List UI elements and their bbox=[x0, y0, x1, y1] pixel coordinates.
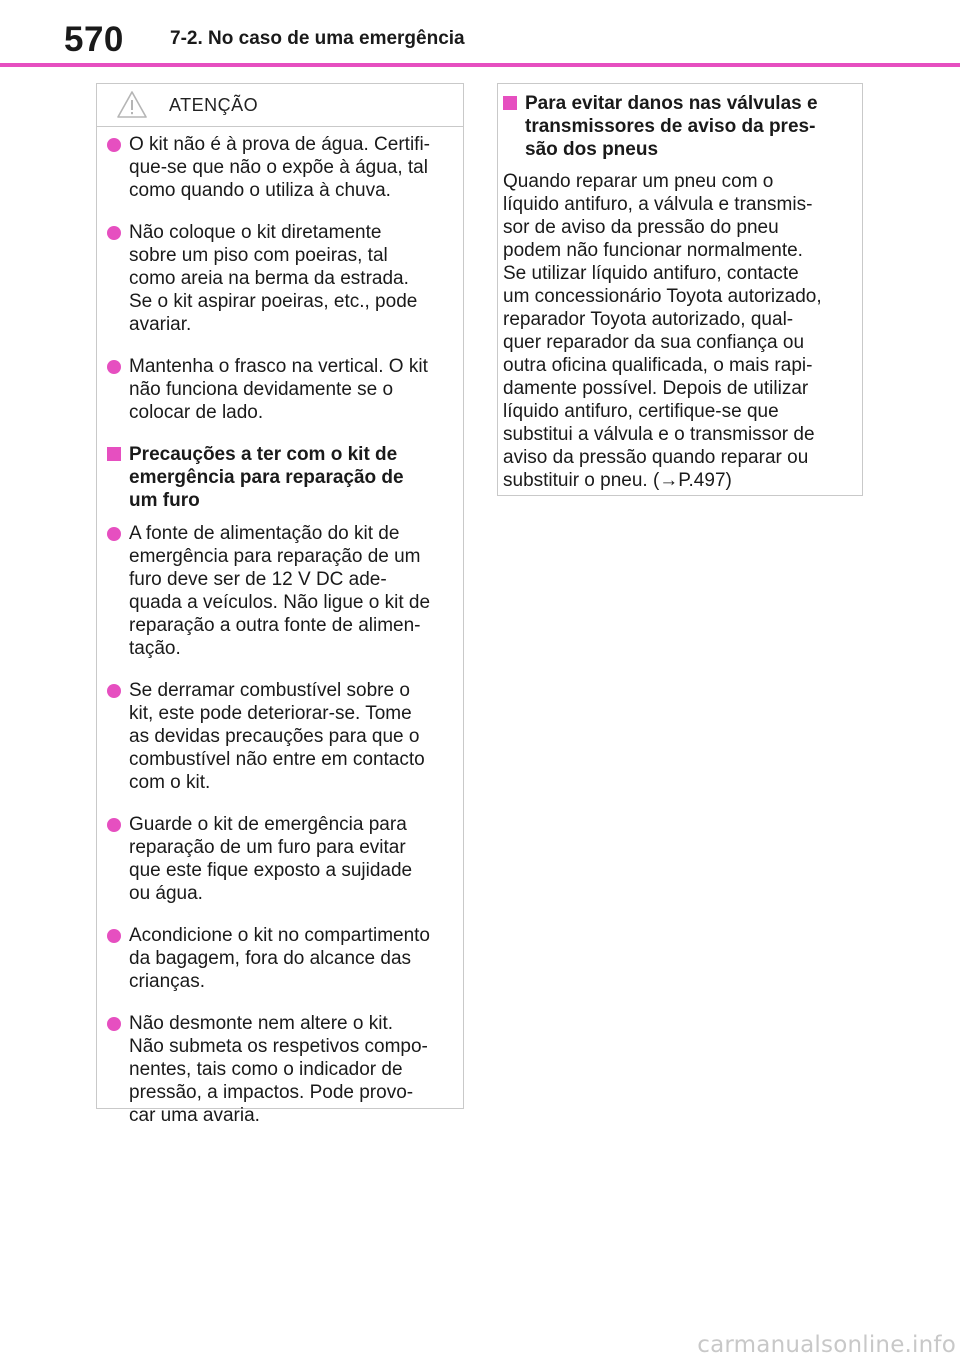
header-divider bbox=[0, 63, 960, 67]
info-content bbox=[498, 84, 862, 492]
bullet-dot-icon bbox=[107, 138, 121, 152]
bullet-dot-icon bbox=[107, 360, 121, 374]
list-item-text: Se derramar combustível sobre o kit, este pode deteriorar-se. Tome as devidas precauções para que o combustível não entre em contacto com o kit. bbox=[129, 680, 425, 793]
bullet-dot-icon bbox=[107, 226, 121, 240]
info-heading bbox=[503, 92, 848, 161]
warning-title: ATENÇÃO bbox=[169, 95, 259, 115]
square-bullet-icon bbox=[503, 96, 517, 110]
list-item-text: Mantenha o frasco na vertical. O kit não funciona devidamente se o colocar de lado. bbox=[129, 356, 428, 423]
bullet-dot-icon bbox=[107, 527, 121, 541]
list-item-text: O kit não é à prova de água. Certifi- que-se que não o expõe à água, tal como quando o utiliza à chuva. bbox=[129, 134, 430, 201]
warning-triangle-icon bbox=[116, 90, 148, 119]
bullet-dot-icon bbox=[107, 929, 121, 943]
list-item-text: Guarde o kit de emergência para reparação de um furo para evitar que este fique exposto a sujidade ou água. bbox=[129, 814, 413, 904]
page-header bbox=[0, 0, 960, 68]
subheading bbox=[107, 443, 449, 512]
list-item-text: Não desmonte nem altere o kit. Não submeta os respetivos compo- nentes, tais como o indicador de pressão, a impactos. Pode provo- car uma avaria. bbox=[129, 1013, 428, 1126]
list-item-text: Acondicione o kit no compartimento da bagagem, fora do alcance das crianças. bbox=[129, 925, 430, 992]
info-heading-text: Para evitar danos nas válvulas e transmissores de aviso da pres- são dos pneus bbox=[525, 93, 818, 160]
bullet-list bbox=[107, 133, 449, 424]
list-item bbox=[107, 679, 449, 794]
bullet-dot-icon bbox=[107, 684, 121, 698]
info-body: Quando reparar um pneu com o líquido antifuro, a válvula e transmis- sor de aviso da pressão do pneu podem não funcionar normalmente. Se utilizar líquido antifuro, contacte um concessionário Toyota autorizado, reparador Toyota autorizado, qual- quer reparador da sua confiança ou outra oficina qualificada, o mais rapi- damente possível. Depois de utilizar líquido antifuro, certifique-se que substitui a válvula e o transmissor de aviso da pressão quando reparar ou substituir o pneu. (→P.497) bbox=[503, 171, 822, 491]
warning-content bbox=[97, 127, 463, 1127]
list-item bbox=[107, 924, 449, 993]
bullet-dot-icon bbox=[107, 818, 121, 832]
warning-header bbox=[97, 84, 463, 127]
warning-box bbox=[96, 83, 464, 1126]
square-bullet-icon bbox=[107, 447, 121, 461]
bullet-list bbox=[107, 522, 449, 1127]
section-title: 7-2. No caso de uma emergência bbox=[170, 28, 465, 49]
list-item bbox=[107, 1012, 449, 1127]
subheading-text: Precauções a ter com o kit de emergência para reparação de um furo bbox=[129, 444, 404, 511]
page-number: 570 bbox=[64, 20, 124, 59]
info-box bbox=[497, 83, 863, 496]
list-item bbox=[107, 355, 449, 424]
list-item bbox=[107, 221, 449, 336]
bullet-dot-icon bbox=[107, 1017, 121, 1031]
list-item bbox=[107, 813, 449, 905]
watermark: carmanualsonline.info bbox=[697, 1332, 956, 1358]
list-item-text: Não coloque o kit diretamente sobre um piso com poeiras, tal como areia na berma da estrada. Se o kit aspirar poeiras, etc., pode avariar. bbox=[129, 222, 418, 335]
list-item bbox=[107, 522, 449, 660]
list-item bbox=[107, 133, 449, 202]
list-item-text: A fonte de alimentação do kit de emergência para reparação de um furo deve ser de 12 V DC ade- quada a veículos. Não ligue o kit de reparação a outra fonte de alimen- tação. bbox=[129, 523, 431, 659]
